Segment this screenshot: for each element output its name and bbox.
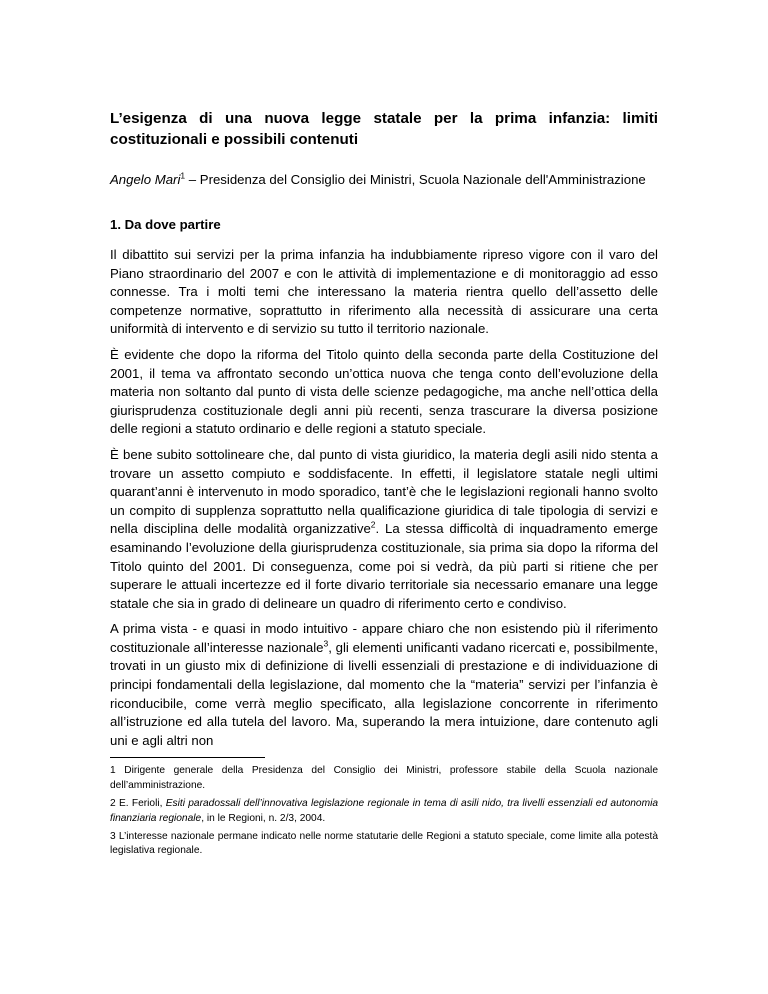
document-title: L’esigenza di una nuova legge statale per la prima infanzia: limiti costituzionali e possibili contenuti: [110, 110, 658, 148]
author-affiliation: – Presidenza del Consiglio dei Ministri, Scuola Nazionale dell'Amministrazione: [185, 172, 646, 187]
footnote-1: 1 Dirigente generale della Presidenza del Consiglio dei Ministri, professore stabile della Scuola nazionale dell’amministrazione.: [110, 765, 658, 792]
paragraph-3-text-b: . La stessa difficoltà di inquadramento emerge esaminando l’evoluzione della giurisprudenza costituzionale, sia prima sia dopo la riforma del Titolo quinto del 2001. Di conseguenza, come poi si vedrà, da più parti si ritiene che per superare le attuali incertezze ed il forte divario territoriale sia necessario emanare una legge statale che sia in grado di delineare un quadro di riferimento certo e condiviso.: [110, 521, 658, 611]
document-page: [110, 108, 658, 862]
paragraph-4-text-a: A prima vista - e quasi in modo intuitivo - appare chiaro che non esistendo più il riferimento costituzionale all’interesse nazionale: [110, 621, 658, 655]
paragraph-3-text-a: È bene subito sottolineare che, dal punto di vista giuridico, la materia degli asili nido stenta a trovare un assetto compiuto e soddisfacente. In effetti, il legislatore statale negli ultimi quarant’anni è intervenuto in modo sporadico, tant’è che le legislazioni regionali hanno svolto un compito di supplenza soprattutto nella qualificazione giuridica di tale tipologia di servizi e nella disciplina delle modalità organizzative: [110, 446, 658, 537]
footnote-2-citation-title: Esiti paradossali dell’innovativa legislazione regionale in tema di asili nido, tra livelli essenziali ed autonomia finanziaria regionale: [110, 798, 659, 824]
footnote-2: [110, 797, 658, 827]
footnote-2-source: , in le Regioni, n. 2/3, 2004.: [201, 812, 326, 824]
footnote-ref-1[interactable]: 1: [180, 170, 186, 181]
footnote-separator: [110, 757, 265, 758]
footnote-2-author: 2 E. Ferioli,: [110, 798, 166, 810]
author-name: Angelo Mari: [110, 172, 181, 187]
author-line: [110, 170, 658, 189]
paragraph-4-text-b: , gli elementi unificanti vadano ricercati e, possibilmente, trovati in un giusto mix di definizione di livelli essenziali di prestazione e di individuazione di principi fondamentali della legislazione, dal momento che la “materia” servizi per l’infanzia è riconducibile, come verrà meglio specificato, alla legislazione concorrente in riferimento all’istruzione ed alla tutela del lavoro. Ma, superando la mera intuizione, dare contenuto agli uni e agli altri non: [110, 639, 659, 748]
paragraph-4: [110, 620, 658, 750]
footnote-ref-3[interactable]: 3: [323, 638, 329, 649]
footnote-3: 3 L’interesse nazionale permane indicato nelle norme statutarie delle Regioni a statuto speciale, come limite alla potestà legislativa regionale.: [110, 830, 658, 857]
paragraph-3: [110, 446, 658, 613]
footnote-ref-2[interactable]: 2: [370, 519, 376, 530]
paragraph-1: Il dibattito sui servizi per la prima infanzia ha indubbiamente ripreso vigore con il varo del Piano straordinario del 2007 e con le attività di implementazione e di monitoraggio ad esso connesse. Tra i molti temi che interessano la materia rientra quello dell’assetto delle competenze normative, soprattutto in riferimento alla necessità di assicurare una certa uniformità di intervento e di servizio su tutto il territorio nazionale.: [110, 247, 658, 337]
section-heading: 1. Da dove partire: [110, 217, 221, 232]
paragraph-2: È evidente che dopo la riforma del Titolo quinto della seconda parte della Costituzione del 2001, il tema va affrontato secondo un’ottica nuova che tenga conto dell’evoluzione della materia non soltanto dal punto di vista delle scienze pedagogiche, ma anche nell’ottica della giurisprudenza costituzionale degli anni più recenti, senza trascurare la diversa posizione delle regioni a statuto ordinario e delle regioni a statuto speciale.: [110, 346, 658, 437]
